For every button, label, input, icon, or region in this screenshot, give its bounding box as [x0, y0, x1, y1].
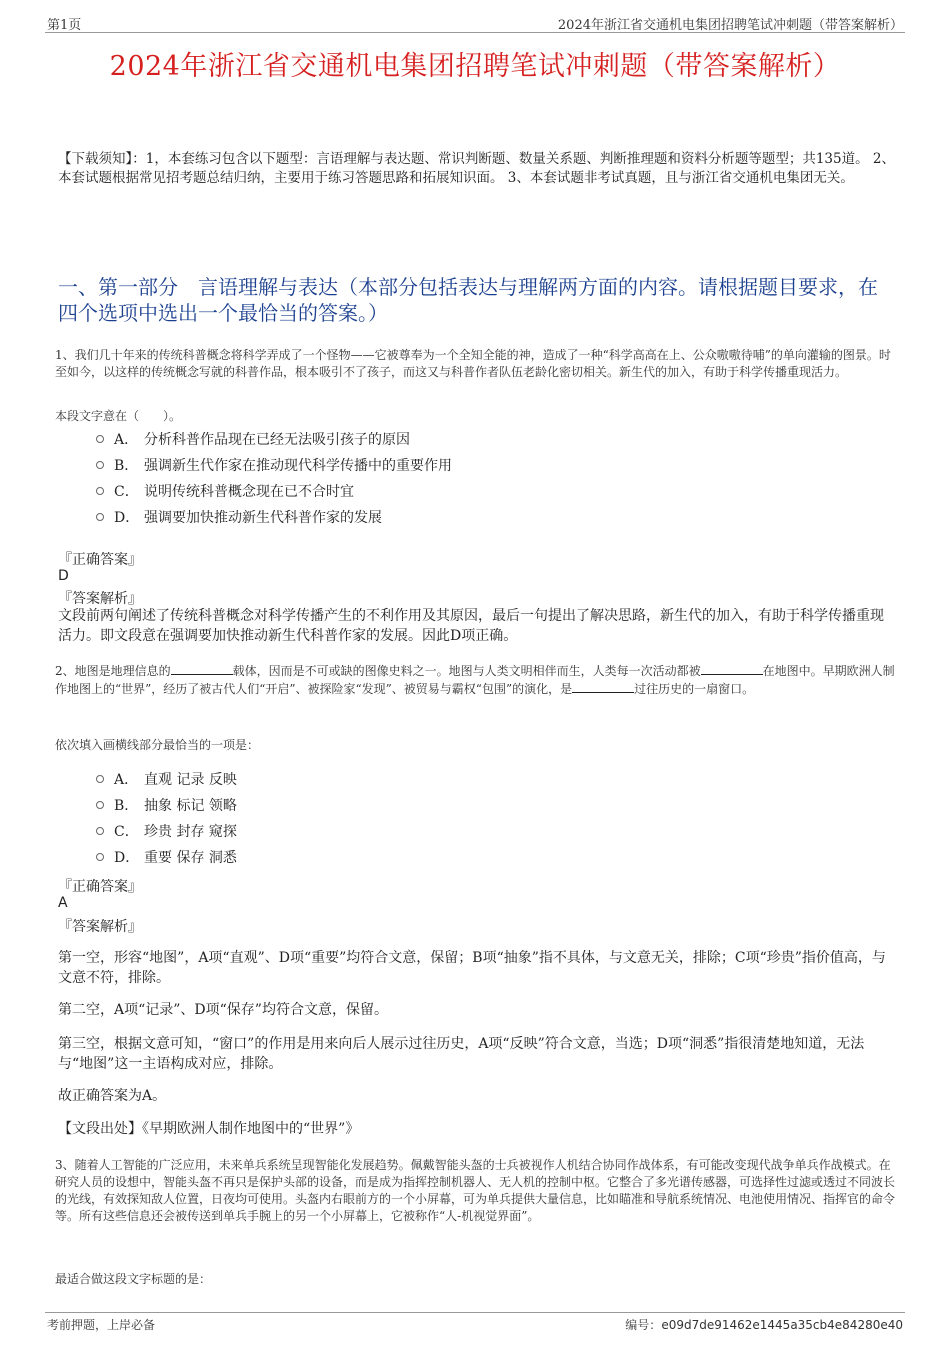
question-2-text: 2、地图是地理信息的 载体，因而是不可或缺的图像史料之一。地图与人类文明相伴而生，人类每一次活动都被 在地图中。早期欧洲人制作地图上的“世界”，经历了被古代人们“开启”、被探险家“发现”、被贸易与霸权“包围”的演化，是 过往历史的一扇窗口。	[55, 664, 895, 696]
option-d[interactable]: D． 强调要加快推动新生代科普作家的发展	[96, 504, 452, 530]
analysis-label: 『答案解析』	[58, 919, 142, 935]
fill-blank	[171, 662, 233, 675]
radio-icon[interactable]	[96, 853, 104, 861]
header-doc-title: 2024年浙江省交通机电集团招聘笔试冲刺题（带答案解析）	[557, 18, 903, 33]
question-1-text: 1、我们几十年来的传统科普概念将科学弄成了一个怪物——它被尊奉为一个全知全能的神，造成了一种“科学高高在上、公众嗷嗷待哺”的单向灌输的图景。时至如今，以这样的传统概念写就的科普作品，根本吸引不了孩子，而这又与科普作者队伍老龄化密切相关。新生代的加入，有助于科学传播重现活力。	[55, 348, 891, 379]
analysis-paragraph-2: 第二空，A项“记录”、D项“保存”均符合文意，保留。	[58, 1002, 388, 1018]
radio-icon[interactable]	[96, 435, 104, 443]
header-divider	[45, 32, 905, 33]
option-a[interactable]: A． 分析科普作品现在已经无法吸引孩子的原因	[96, 426, 452, 452]
question-3-prompt: 最适合做这段文字标题的是：	[55, 1272, 212, 1286]
fill-blank	[701, 662, 763, 675]
footer-code: 编号：e09d7de91462e1445a35cb4e84280e40	[625, 1318, 903, 1332]
option-c[interactable]: C． 说明传统科普概念现在已不合时宜	[96, 478, 452, 504]
radio-icon[interactable]	[96, 513, 104, 521]
document-title: 2024年浙江省交通机电集团招聘笔试冲刺题（带答案解析）	[109, 51, 841, 82]
question-2-prompt: 依次填入画横线部分最恰当的一项是：	[55, 738, 260, 752]
footer-divider	[45, 1312, 905, 1313]
question-2-options	[96, 766, 237, 870]
radio-icon[interactable]	[96, 775, 104, 783]
question-1-options	[96, 426, 452, 530]
radio-icon[interactable]	[96, 461, 104, 469]
radio-icon[interactable]	[96, 827, 104, 835]
answer-label: 『正确答案』	[58, 552, 142, 568]
answer-value: D	[58, 568, 69, 584]
source-citation: 【文段出处】《早期欧洲人制作地图中的“世界”》	[58, 1121, 360, 1137]
download-notice: 【下载须知】：1，本套练习包含以下题型：言语理解与表达题、常识判断题、数量关系题、判断推理题和资料分析题等题型；共135道。 2、本套试题根据常见招考题总结归纳，主要用于练习答题思路和拓展知识面。 3、本套试题非考试真题，且与浙江省交通机电集团无关。	[58, 151, 895, 186]
answer-label: 『正确答案』	[58, 879, 142, 895]
question-1-prompt: 本段文字意在（ ）。	[55, 409, 182, 423]
analysis-text: 文段前两句阐述了传统科普概念对科学传播产生的不利作用及其原因，最后一句提出了解决思路，新生代的加入，有助于科学传播重现活力。即文段意在强调要加快推动新生代科普作家的发展。因此D项正确。	[58, 608, 884, 644]
analysis-paragraph-3: 第三空，根据文意可知，“窗口”的作用是用来向后人展示过往历史，A项“反映”符合文意，当选；D项“洞悉”指很清楚地知道，无法与“地图”这一主语构成对应，排除。	[58, 1036, 865, 1072]
option-c[interactable]: C． 珍贵 封存 窥探	[96, 818, 237, 844]
fill-blank	[572, 680, 634, 693]
page-number: 第1页	[47, 18, 82, 33]
radio-icon[interactable]	[96, 487, 104, 495]
answer-value: A	[58, 895, 68, 911]
analysis-paragraph-1: 第一空，形容“地图”，A项“直观”、D项“重要”均符合文意，保留；B项“抽象”指不具体，与文意无关，排除；C项“珍贵”指价值高，与文意不符，排除。	[58, 950, 886, 986]
radio-icon[interactable]	[96, 801, 104, 809]
option-b[interactable]: B． 抽象 标记 领略	[96, 792, 237, 818]
analysis-label: 『答案解析』	[58, 591, 142, 607]
option-d[interactable]: D． 重要 保存 洞悉	[96, 844, 237, 870]
option-a[interactable]: A． 直观 记录 反映	[96, 766, 237, 792]
section-heading: 一、第一部分 言语理解与表达（本部分包括表达与理解两方面的内容。请根据题目要求，在四个选项中选出一个最恰当的答案。）	[58, 275, 878, 325]
footer-slogan: 考前押题，上岸必备	[47, 1318, 156, 1332]
option-b[interactable]: B． 强调新生代作家在推动现代科学传播中的重要作用	[96, 452, 452, 478]
analysis-paragraph-4: 故正确答案为A。	[58, 1088, 167, 1104]
question-3-text: 3、随着人工智能的广泛应用，未来单兵系统呈现智能化发展趋势。佩戴智能头盔的士兵被视作人机结合协同作战体系，有可能改变现代战争单兵作战模式。在研究人员的设想中，智能头盔不再只是保护头部的设备，而是成为指挥控制机器人、无人机的控制中枢。它整合了多光谱传感器，可选择性过滤或透过不同波长的光线，有效探知敌人位置，日夜均可使用。头盔内右眼前方的一个小屏幕，可为单兵提供大量信息，比如瞄准和导航系统情况、电池使用情况、指挥官的命令等。所有这些信息还会被传送到单兵手腕上的另一个小屏幕上，它被称作“人-机视觉界面”。	[55, 1158, 896, 1223]
